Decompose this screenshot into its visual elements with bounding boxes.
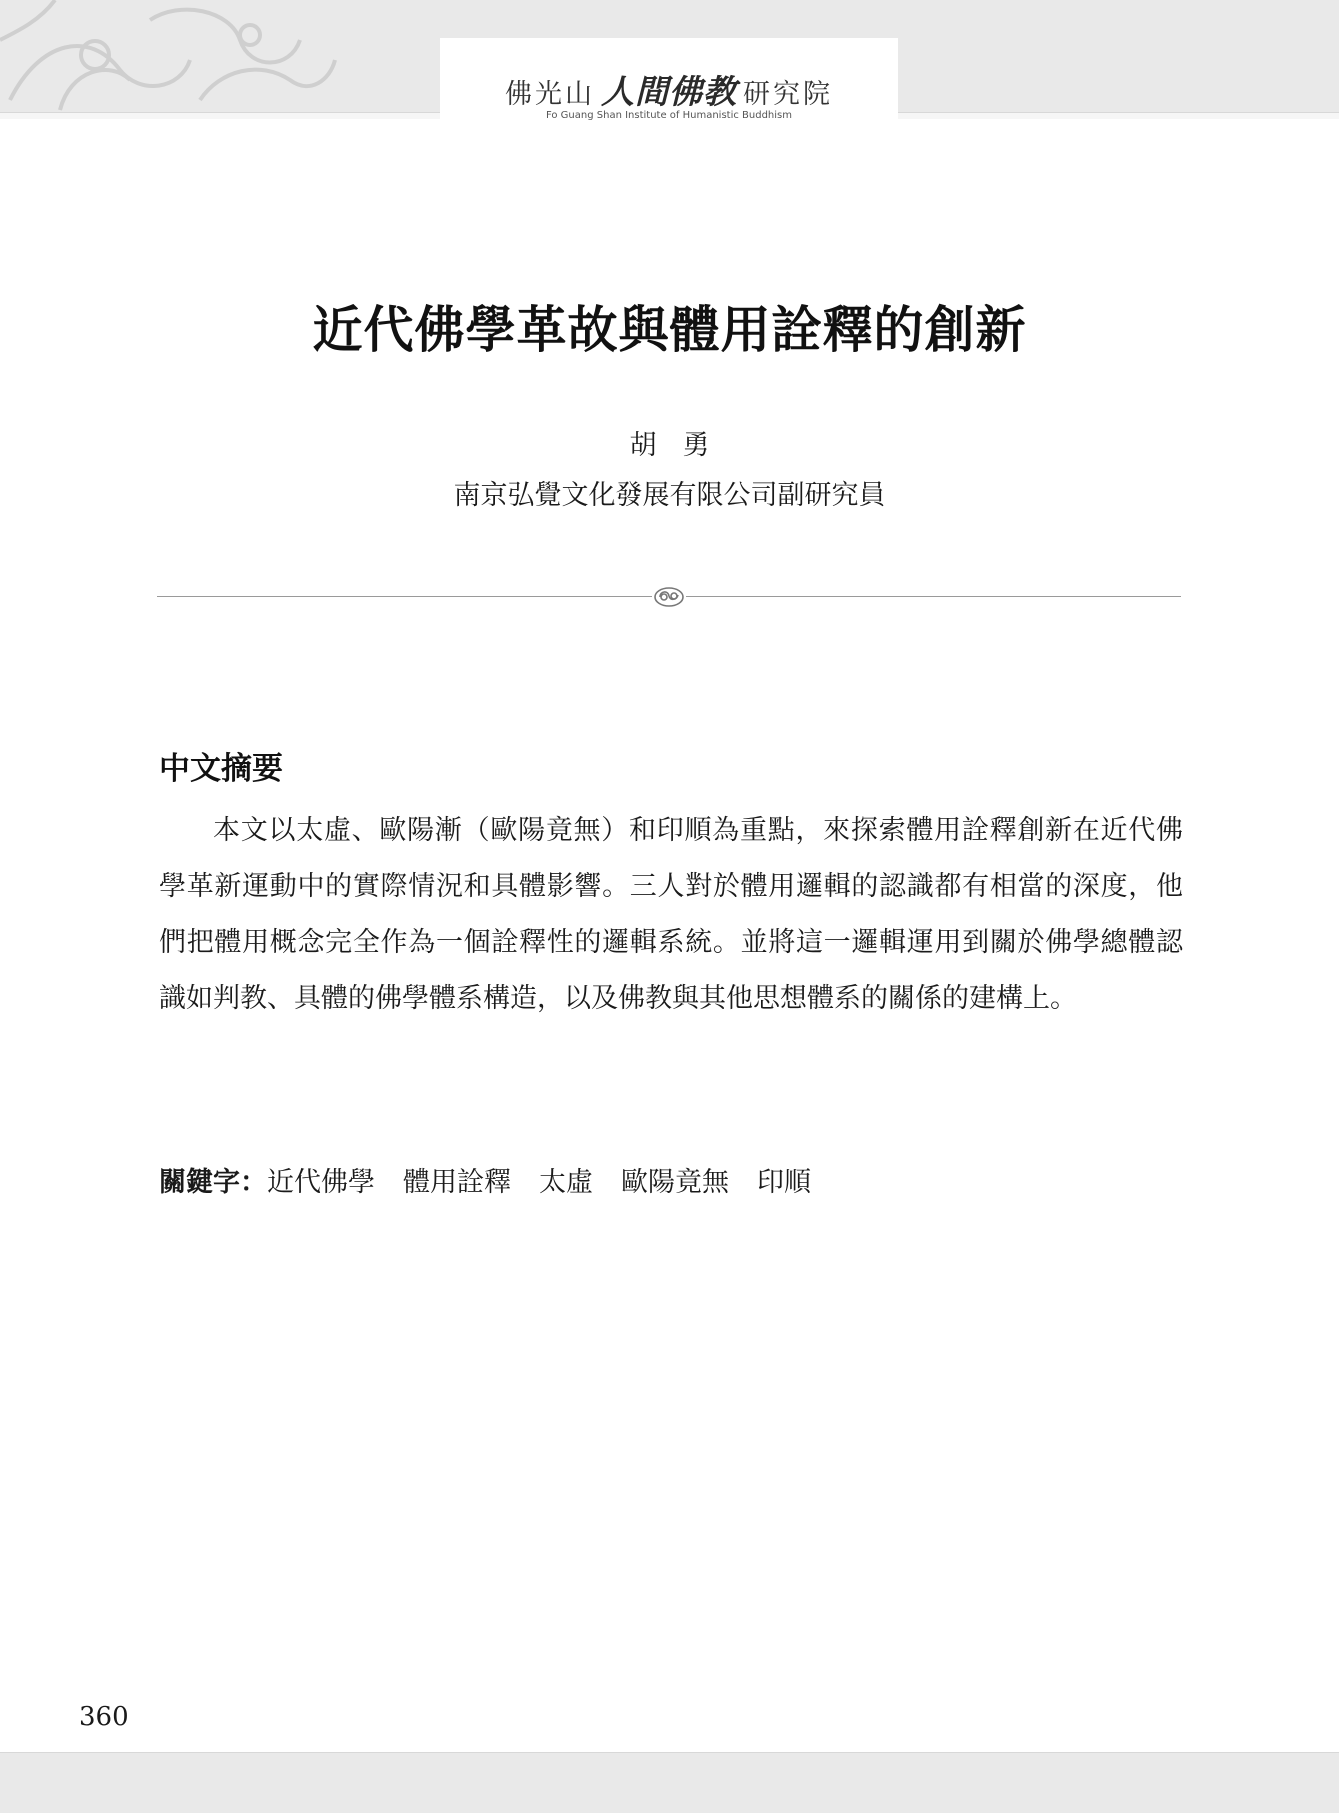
brand-mid: 人間佛教	[601, 72, 737, 111]
author-affiliation: 南京弘覺文化發展有限公司副研究員	[453, 480, 886, 511]
author-name: 胡勇	[629, 430, 736, 461]
keywords-line	[159, 1160, 1183, 1199]
brand-english: Fo Guang Shan Institute of Humanistic Buddhism	[545, 110, 792, 121]
journal-header	[440, 38, 898, 122]
brand-left: 佛光山	[505, 79, 595, 110]
brand-right: 研究院	[743, 79, 833, 110]
keyword: 體用詮釋	[403, 1167, 511, 1198]
footer-band	[0, 1752, 1339, 1813]
cloud-ornament-icon	[652, 582, 686, 610]
page-number: 360	[79, 1702, 129, 1732]
abstract-heading: 中文摘要	[159, 751, 283, 787]
floral-ornament-icon	[0, 0, 340, 112]
keyword: 太虛	[539, 1167, 593, 1198]
abstract-body: 本文以太虛、歐陽漸（歐陽竟無）和印順為重點，來探索體用詮釋創新在近代佛學革新運動中的實際情況和具體影響。三人對於體用邏輯的認識都有相當的深度，他們把體用概念完全作為一個詮釋性的邏輯系統。並將這一邏輯運用到關於佛學總體認識如判教、具體的佛學體系構造，以及佛教與其他思想體系的關係的建構上。	[159, 815, 1183, 1014]
keyword: 印順	[757, 1167, 811, 1198]
keywords-label: 關鍵字：	[159, 1167, 267, 1198]
journal-brand	[440, 66, 898, 113]
keyword: 歐陽竟無	[621, 1167, 729, 1198]
article-title: 近代佛學革故與體用詮釋的創新	[312, 300, 1027, 359]
keyword: 近代佛學	[267, 1167, 375, 1198]
